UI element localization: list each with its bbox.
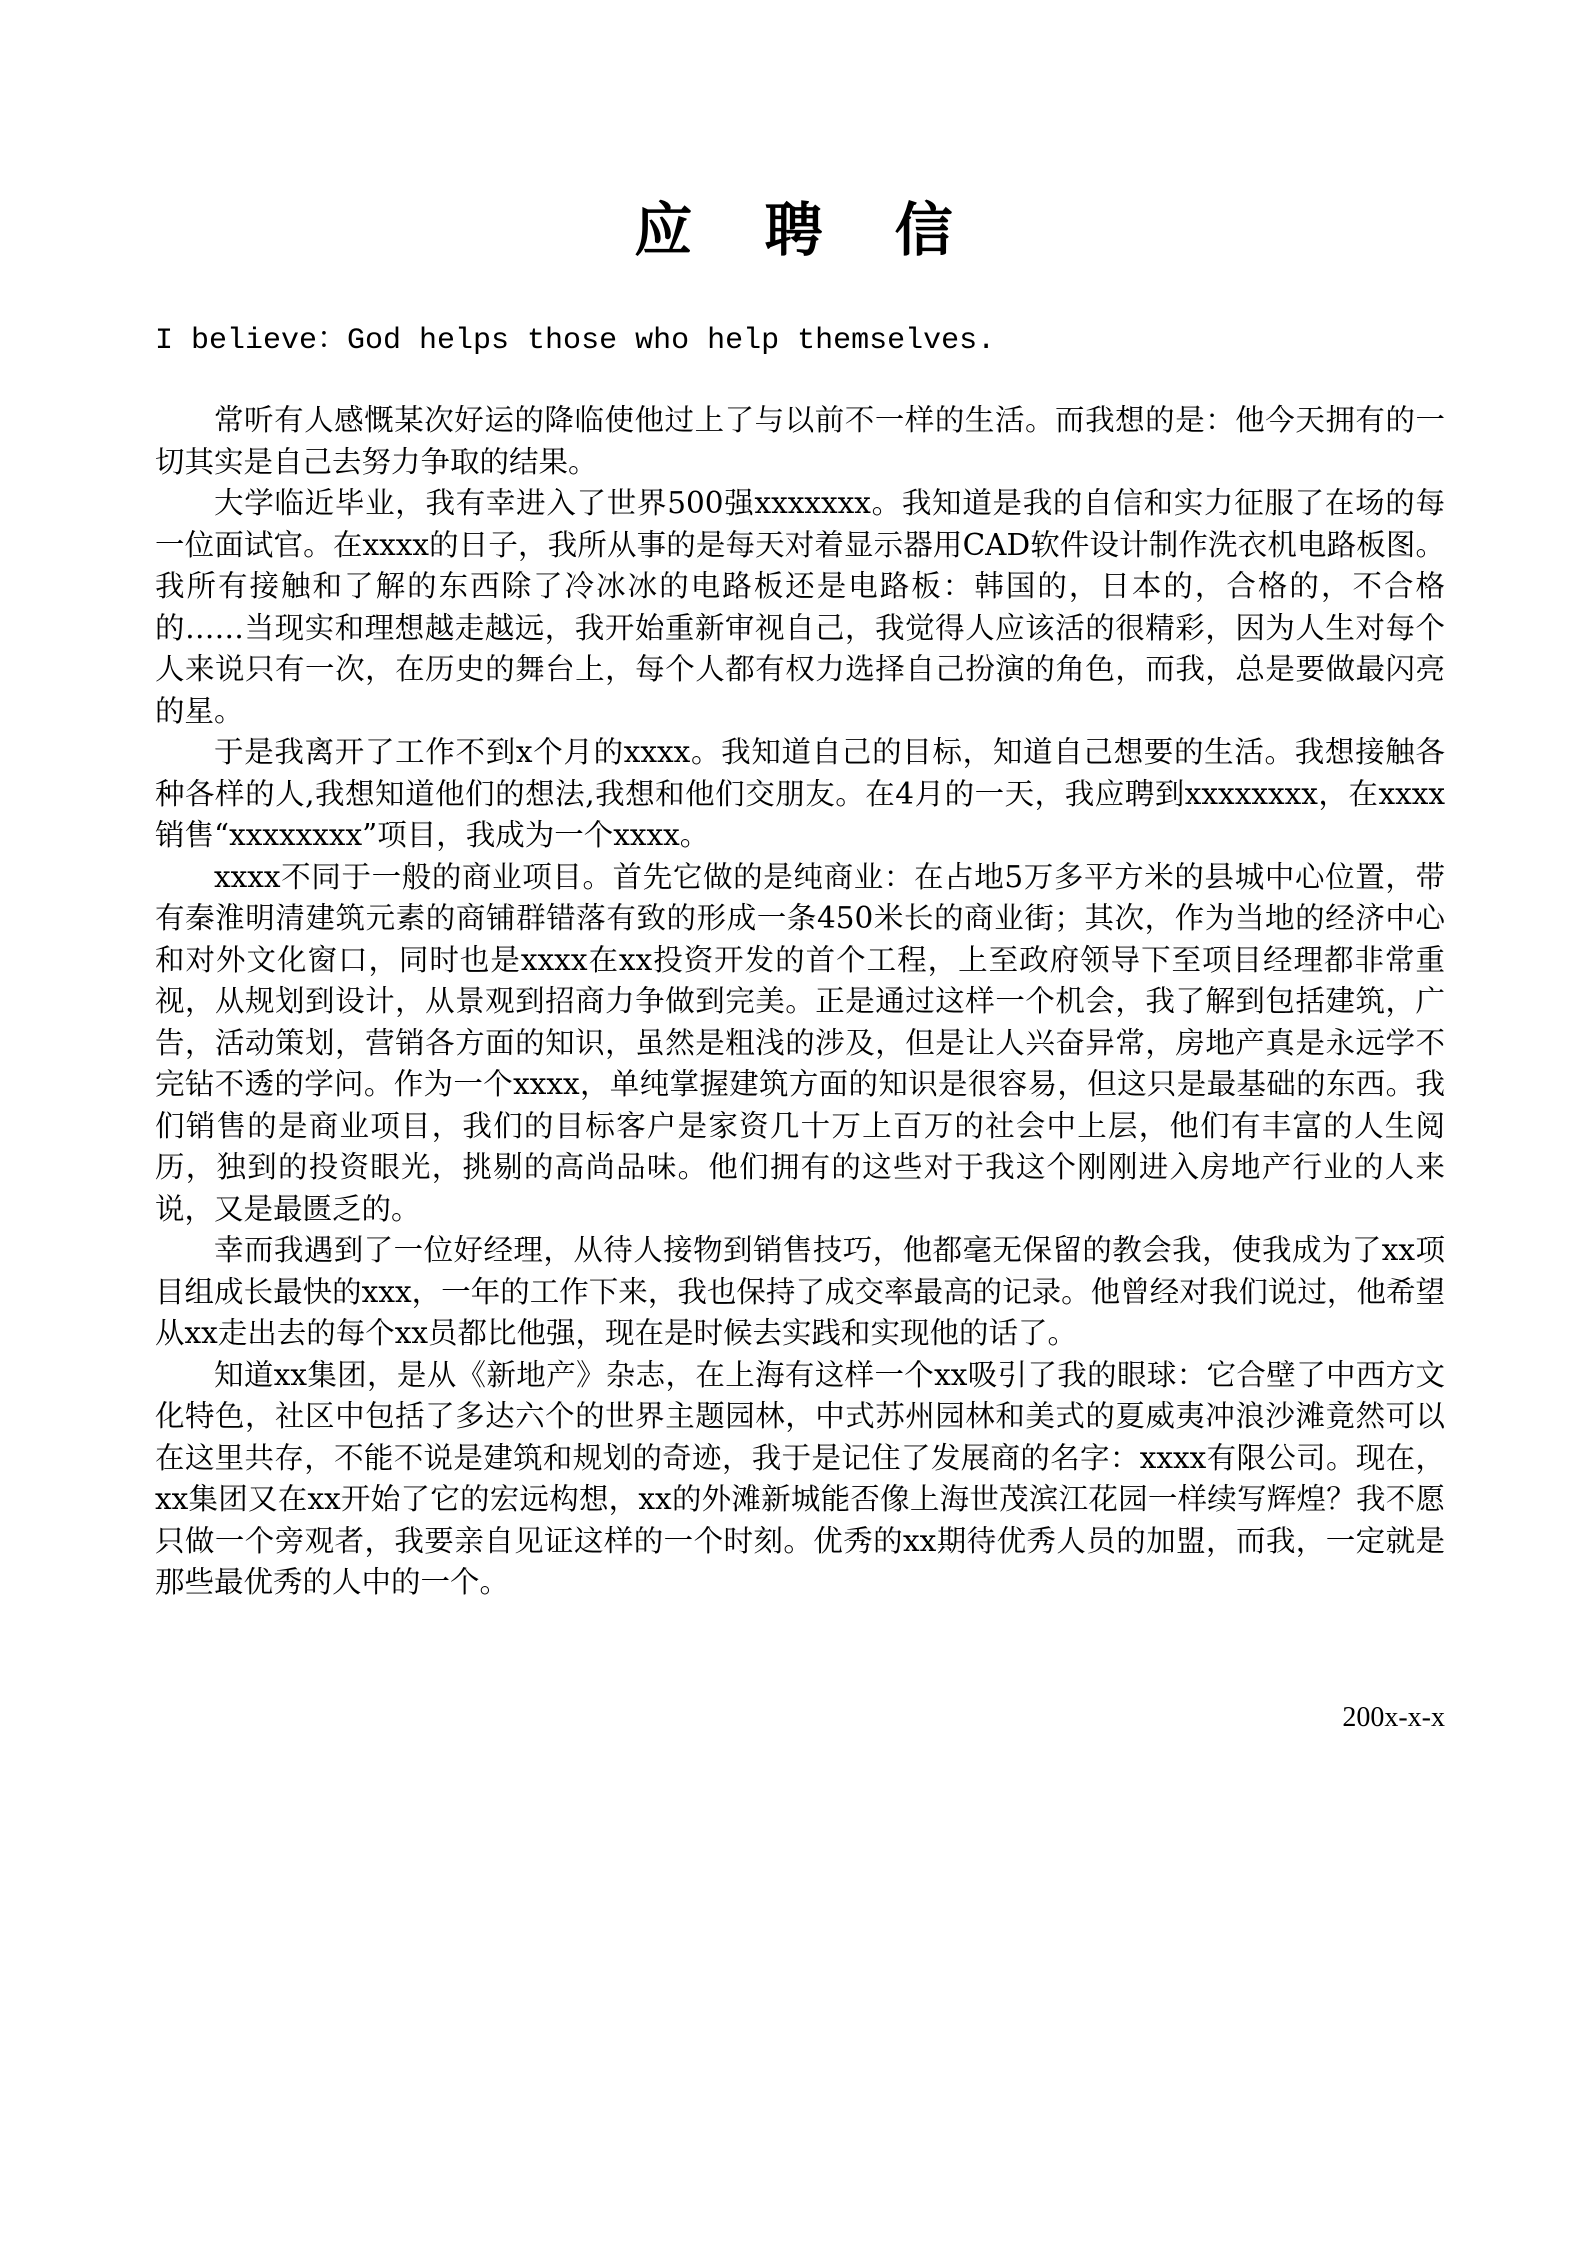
letter-date: 200x-x-x [1342, 1702, 1445, 1733]
paragraph: xxxx不同于一般的商业项目。首先它做的是纯商业：在占地5万多平方米的县城中心位置，带有秦淮明清建筑元素的商铺群错落有致的形成一条450米长的商业街；其次，作为当地的经济中心和对外文化窗口，同时也是xxxx在xx投资开发的首个工程，上至政府领导下至项目经理都非常重视，从规划到设计，从景观到招商力争做到完美。正是通过这样一个机会，我了解到包括建筑，广告，活动策划，营销各方面的知识，虽然是粗浅的涉及，但是让人兴奋异常，房地产真是永远学不完钻不透的学问。作为一个xxxx，单纯掌握建筑方面的知识是很容易，但这只是最基础的东西。我们销售的是商业项目，我们的目标客户是家资几十万上百万的社会中上层，他们有丰富的人生阅历，独到的投资眼光，挑剔的高尚品味。他们拥有的这些对于我这个刚刚进入房地产行业的人来说，又是最匮乏的。 [155, 859, 1445, 1226]
paragraph: 大学临近毕业，我有幸进入了世界500强xxxxxxx。我知道是我的自信和实力征服了在场的每一位面试官。在xxxx的日子，我所从事的是每天对着显示器用CAD软件设计制作洗衣机电路板图。我所有接触和了解的东西除了冷冰冰的电路板还是电路板：韩国的，日本的，合格的，不合格的……当现实和理想越走越远，我开始重新审视自己，我觉得人应该活的很精彩，因为人生对每个人来说只有一次，在历史的舞台上，每个人都有权力选择自己扮演的角色，而我，总是要做最闪亮的星。 [155, 486, 1445, 728]
paragraph: 幸而我遇到了一位好经理，从待人接物到销售技巧，他都毫无保留的教会我，使我成为了xx项目组成长最快的xxx，一年的工作下来，我也保持了成交率最高的记录。他曾经对我们说过，他希望从xx走出去的每个xx员都比他强，现在是时候去实践和实现他的话了。 [155, 1233, 1445, 1350]
paragraph: 常听有人感慨某次好运的降临使他过上了与以前不一样的生活。而我想的是：他今天拥有的一切其实是自己去努力争取的结果。 [155, 403, 1445, 479]
paragraph: 知道xx集团，是从《新地产》杂志，在上海有这样一个xx吸引了我的眼球：它合壁了中西方文化特色，社区中包括了多达六个的世界主题园林，中式苏州园林和美式的夏威夷冲浪沙滩竟然可以在这里共存，不能不说是建筑和规划的奇迹，我于是记住了发展商的名字：xxxx有限公司。现在，xx集团又在xx开始了它的宏远构想，xx的外滩新城能否像上海世茂滨江花园一样续写辉煌？我不愿只做一个旁观者，我要亲自见证这样的一个时刻。优秀的xx期待优秀人员的加盟，而我，一定就是那些最优秀的人中的一个。 [155, 1357, 1445, 1599]
letter-body [155, 400, 1445, 1604]
paragraph: 于是我离开了工作不到x个月的xxxx。我知道自己的目标，知道自己想要的生活。我想接触各种各样的人,我想知道他们的想法,我想和他们交朋友。在4月的一天，我应聘到xxxxxxxx，在xxxx销售“xxxxxxxx”项目，我成为一个xxxx。 [155, 735, 1445, 852]
letter-title: 应 聘 信 [634, 196, 979, 264]
motto-line: I believe：God helps those who help themselves. [155, 324, 996, 358]
